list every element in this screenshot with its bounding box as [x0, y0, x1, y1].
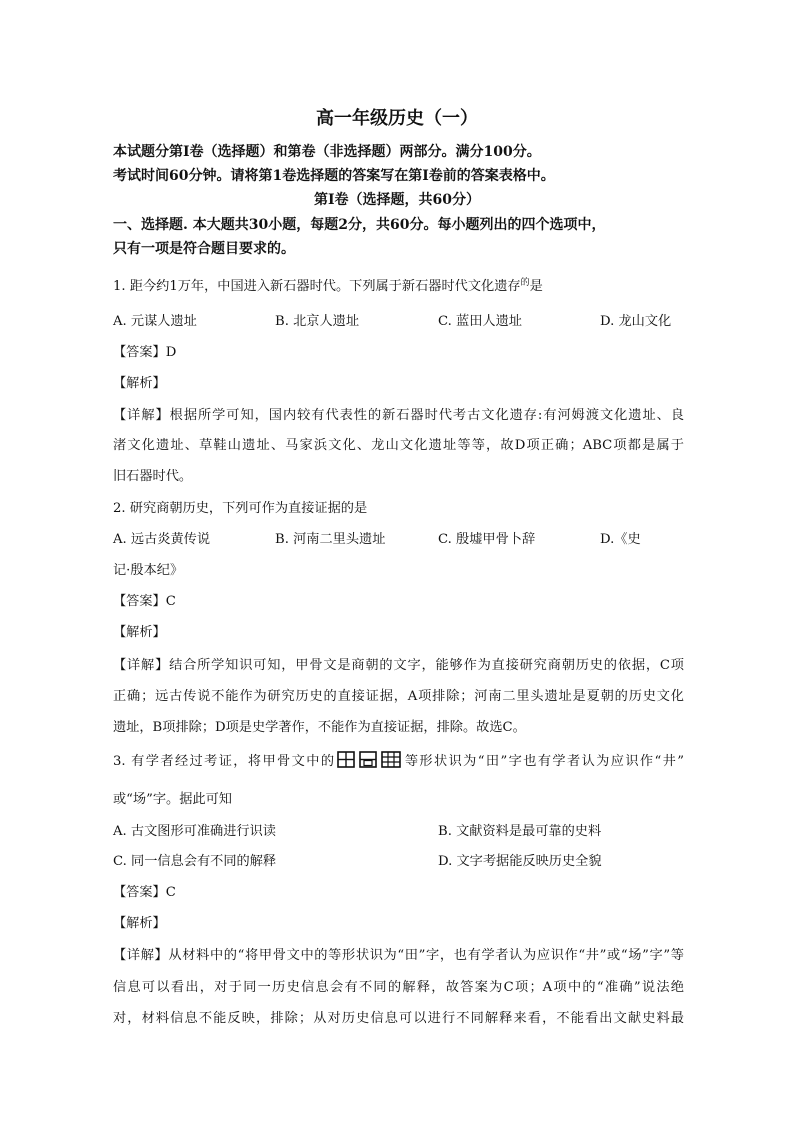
question-2-option-b: B. 河南二里头遗址	[275, 532, 386, 547]
question-2-detail-line: 【详解】结合所学知识可知，甲骨文是商朝的文字，能够作为直接研究商朝历史的依据，C项	[113, 658, 684, 673]
question-1-option-a: A. 元谋人遗址	[113, 314, 197, 329]
question-1-detail-line: 渚文化遗址、草鞋山遗址、马家浜文化、龙山文化遗址等等，故D项正确；ABC项都是属于	[113, 438, 684, 453]
question-3-option-c: C. 同一信息会有不同的解释	[113, 854, 277, 869]
section-title: 第I卷（选择题，共60分）	[313, 192, 481, 208]
question-3-analysis-label: 【解析】	[113, 916, 166, 931]
question-2-detail-line: 正确；远古传说不能作为研究历史的直接证据，A项排除；河南二里头遗址是夏朝的历史文化	[113, 689, 684, 704]
question-1-detail-line: 【详解】根据所学可知，国内较有代表性的新石器时代考古文化遗存:有河姆渡文化遗址、良	[113, 408, 684, 423]
question-2-detail-line: 遗址，B项排除；D项是史学著作，不能作为直接证据，排除。故选C。	[113, 720, 526, 735]
question-3-option-a: A. 古文图形可准确进行识读	[113, 824, 276, 839]
question-1-analysis-label: 【解析】	[113, 376, 166, 391]
intro-line-2: 考试时间60分钟。请将第1卷选择题的答案写在第I卷前的答案表格中。	[113, 168, 555, 184]
question-2-option-a: A. 远古炎黄传说	[113, 532, 211, 547]
question-2-stem: 2. 研究商朝历史，下列可作为直接证据的是	[113, 501, 368, 516]
question-2-answer: 【答案】C	[113, 594, 176, 609]
question-2-analysis-label: 【解析】	[113, 625, 166, 640]
section-instructions-1: 一、选择题. 本大题共30小题，每题2分，共60分。每小题列出的四个选项中，	[113, 217, 606, 233]
intro-line-1: 本试题分第I卷（选择题）和第卷（非选择题）两部分。满分100分。	[113, 144, 541, 160]
page-title: 高一年级历史（一）	[316, 108, 478, 129]
question-2-option-d-continued: 记·殷本纪》	[113, 563, 184, 578]
question-3-stem: 3. 有学者经过考证，将甲骨文中的 等形状识为“田”字也有学者认为应识作“井”	[113, 750, 684, 772]
oracle-glyph-icon	[381, 751, 401, 772]
section-instructions-2: 只有一项是符合题目要求的。	[113, 241, 295, 257]
oracle-glyph-icon	[359, 751, 377, 772]
question-3-detail-line: 对，材料信息不能反映，排除；从对历史信息可以进行不同解释来看，不能看出文献史料最	[113, 1011, 684, 1026]
question-3-detail-line: 【详解】从材料中的“将甲骨文中的等形状识为“田”字，也有学者认为应识作“井”或“场”字”等	[113, 948, 684, 963]
question-1-stem: 1. 距今约1万年，中国进入新石器时代。下列属于新石器时代文化遗存$^的$是	[113, 278, 543, 294]
question-1-option-d: D. 龙山文化	[600, 314, 672, 329]
question-1-option-b: B. 北京人遗址	[275, 314, 360, 329]
question-3-answer: 【答案】C	[113, 885, 176, 900]
question-1-answer: 【答案】D	[113, 345, 177, 360]
oracle-glyph-icon	[337, 751, 355, 772]
question-3-option-d: D. 文字考据能反映历史全貌	[438, 854, 602, 869]
question-3-detail-line: 信息可以看出，对于同一历史信息会有不同的解释，故答案为C项；A项中的“准确”说法绝	[113, 980, 684, 995]
question-2-option-c: C. 殷墟甲骨卜辞	[438, 532, 536, 547]
question-2-option-d: D.《史	[600, 532, 641, 547]
question-3-option-b: B. 文献资料是最可靠的史料	[438, 824, 602, 839]
question-1-option-c: C. 蓝田人遗址	[438, 314, 522, 329]
question-3-stem-continued: 或“场”字。据此可知	[113, 792, 232, 807]
question-1-detail-line: 旧石器时代。	[113, 469, 193, 484]
